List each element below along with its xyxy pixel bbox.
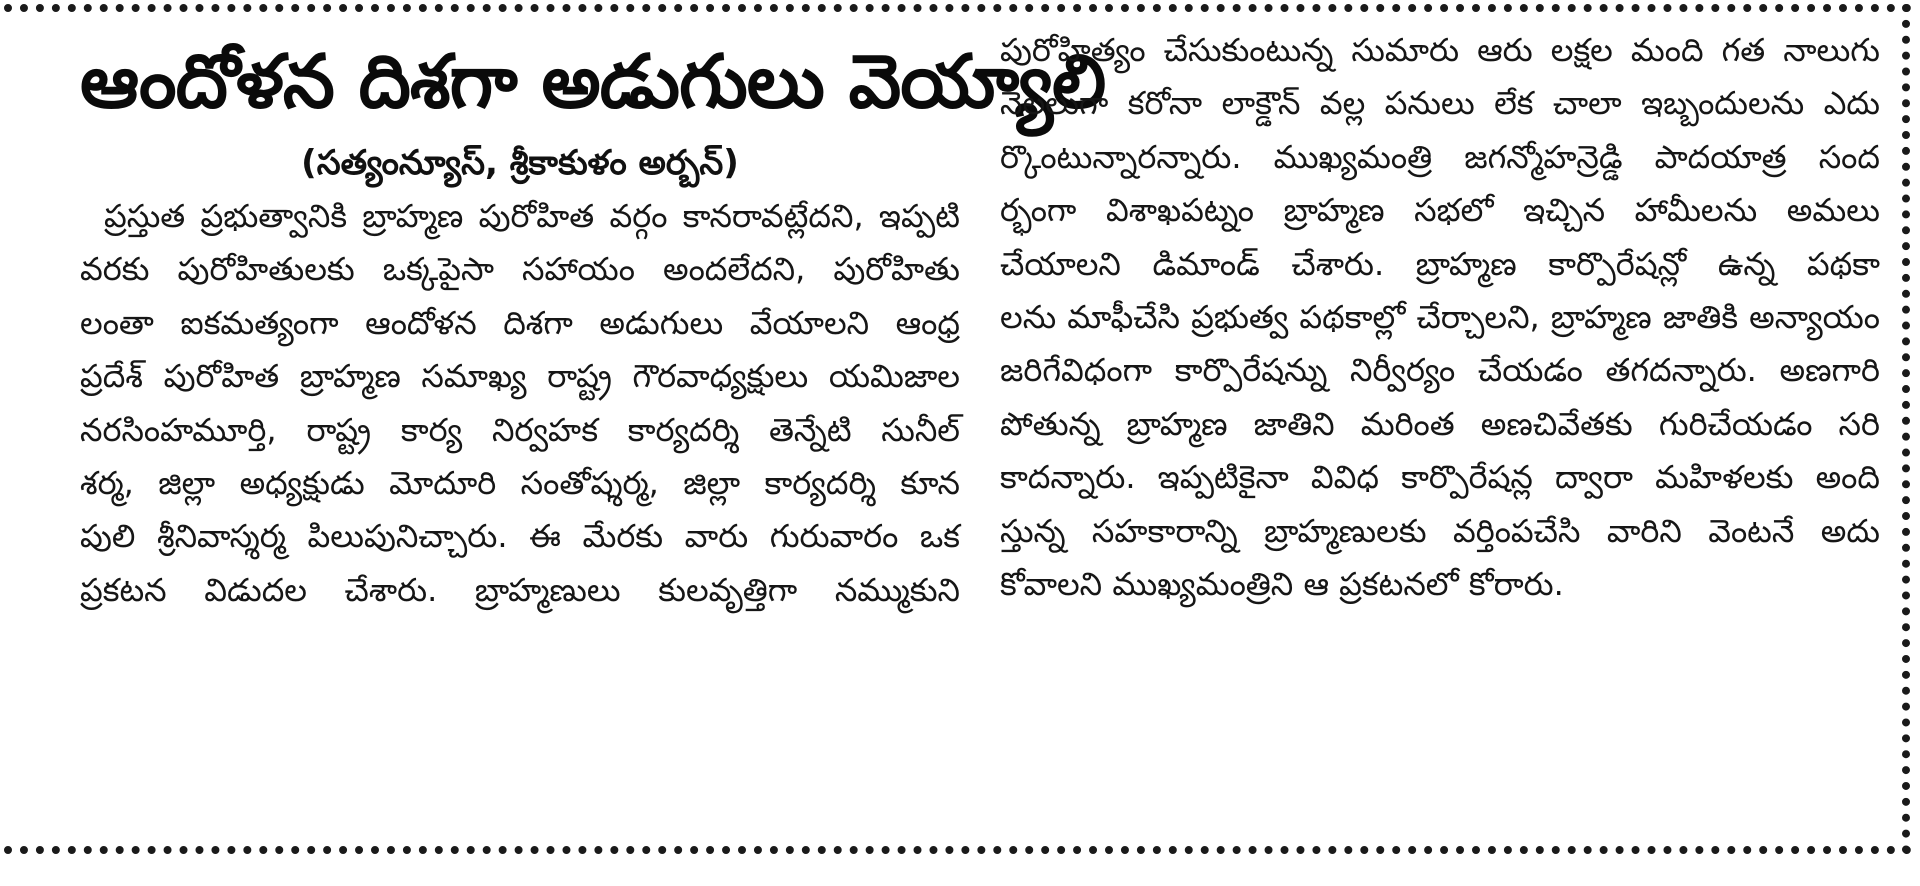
body-line: ప్రదేశ్ పురోహిత బ్రాహ్మణ సమాఖ్య రాష్ట్ర గౌరవాధ్యక్షులు యమిజాల <box>80 357 960 396</box>
byline: (సత్యంన్యూస్, శ్రీకాకుళం అర్బన్) <box>301 143 739 183</box>
body-line: జరిగేవిధంగా కార్పొరేషన్ను నిర్వీర్యం చేయడం తగదన్నారు. అణగారి <box>1000 351 1880 390</box>
body-line: పోతున్న బ్రాహ్మణ జాతిని మరింత అణచివేతకు గురిచేయడం సరి <box>1000 404 1880 443</box>
body-line: వరకు పురోహితులకు ఒక్కపైసా సహాయం అందలేదని, పురోహితు <box>80 250 960 289</box>
dotted-border-top <box>4 4 1912 12</box>
body-line: పురోహిత్యం చేసుకుంటున్న సుమారు ఆరు లక్షల మంది గత నాలుగు <box>1000 31 1880 69</box>
body-line: ర్కొంటున్నారన్నారు. ముఖ్యమంత్రి జగన్మోహన్రెడ్డి పాదయాత్ర సంద <box>1000 137 1880 176</box>
headline: ఆందోళన దిశగా అడుగులు వెయ్యాలి <box>80 39 1106 125</box>
body-line: నరసింహమూర్తి, రాష్ట్ర కార్య నిర్వహక కార్యదర్శి తెన్నేటి సునీల్ <box>80 410 960 449</box>
body-line: చేయాలని డిమాండ్ చేశారు. బ్రాహ్మణ కార్పొరేషన్లో ఉన్న పథకా <box>1000 244 1880 283</box>
body-line: నెలలుగా కరోనా లాక్డౌన్ వల్ల పనులు లేక చాలా ఇబ్బందులను ఎదు <box>1000 84 1880 123</box>
dotted-border-right <box>1902 4 1910 854</box>
body-line: కాదన్నారు. ఇప్పటికైనా వివిధ కార్పొరేషన్ల ద్వారా మహిళలకు అంది <box>1000 458 1880 497</box>
body-line: స్తున్న సహకారాన్ని బ్రాహ్మణులకు వర్తింపచేసి వారిని వెంటనే అదు <box>1000 511 1880 550</box>
dotted-border-bottom <box>4 846 1912 854</box>
body-line: ప్రకటన విడుదల చేశారు. బ్రాహ్మణులు కులవృత్తిగా నమ్ముకుని <box>80 570 960 609</box>
left-column-body <box>80 190 960 617</box>
body-line: శర్మ, జిల్లా అధ్యక్షుడు మోదూరి సంతోష్శర్మ, జిల్లా కార్యదర్శి కూన <box>80 464 960 503</box>
left-column <box>80 36 1106 617</box>
body-line: లంతా ఐకమత్యంగా ఆందోళన దిశగా అడుగులు వేయాలని ఆంధ్ర <box>80 303 960 342</box>
body-line: కోవాలని ముఖ్యమంత్రిని ఆ ప్రకటనలో కోరారు. <box>1000 565 1564 604</box>
body-line: ర్భంగా విశాఖపట్నం బ్రాహ్మణ సభలో ఇచ్చిన హామీలను అమలు <box>1000 191 1880 230</box>
body-line: పులి శ్రీనివాస్శర్మ పిలుపునిచ్చారు. ఈ మేరకు వారు గురువారం ఒక <box>80 517 960 556</box>
body-line: లను మాఫీచేసి ప్రభుత్వ పథకాల్లో చేర్చాలని, బ్రాహ్మణ జాతికి అన్యాయం <box>1000 298 1880 337</box>
body-line: ప్రస్తుత ప్రభుత్వానికి బ్రాహ్మణ పురోహిత వర్గం కానరావట్లేదని, ఇప్పటి <box>104 197 960 235</box>
right-column <box>1000 24 1880 611</box>
